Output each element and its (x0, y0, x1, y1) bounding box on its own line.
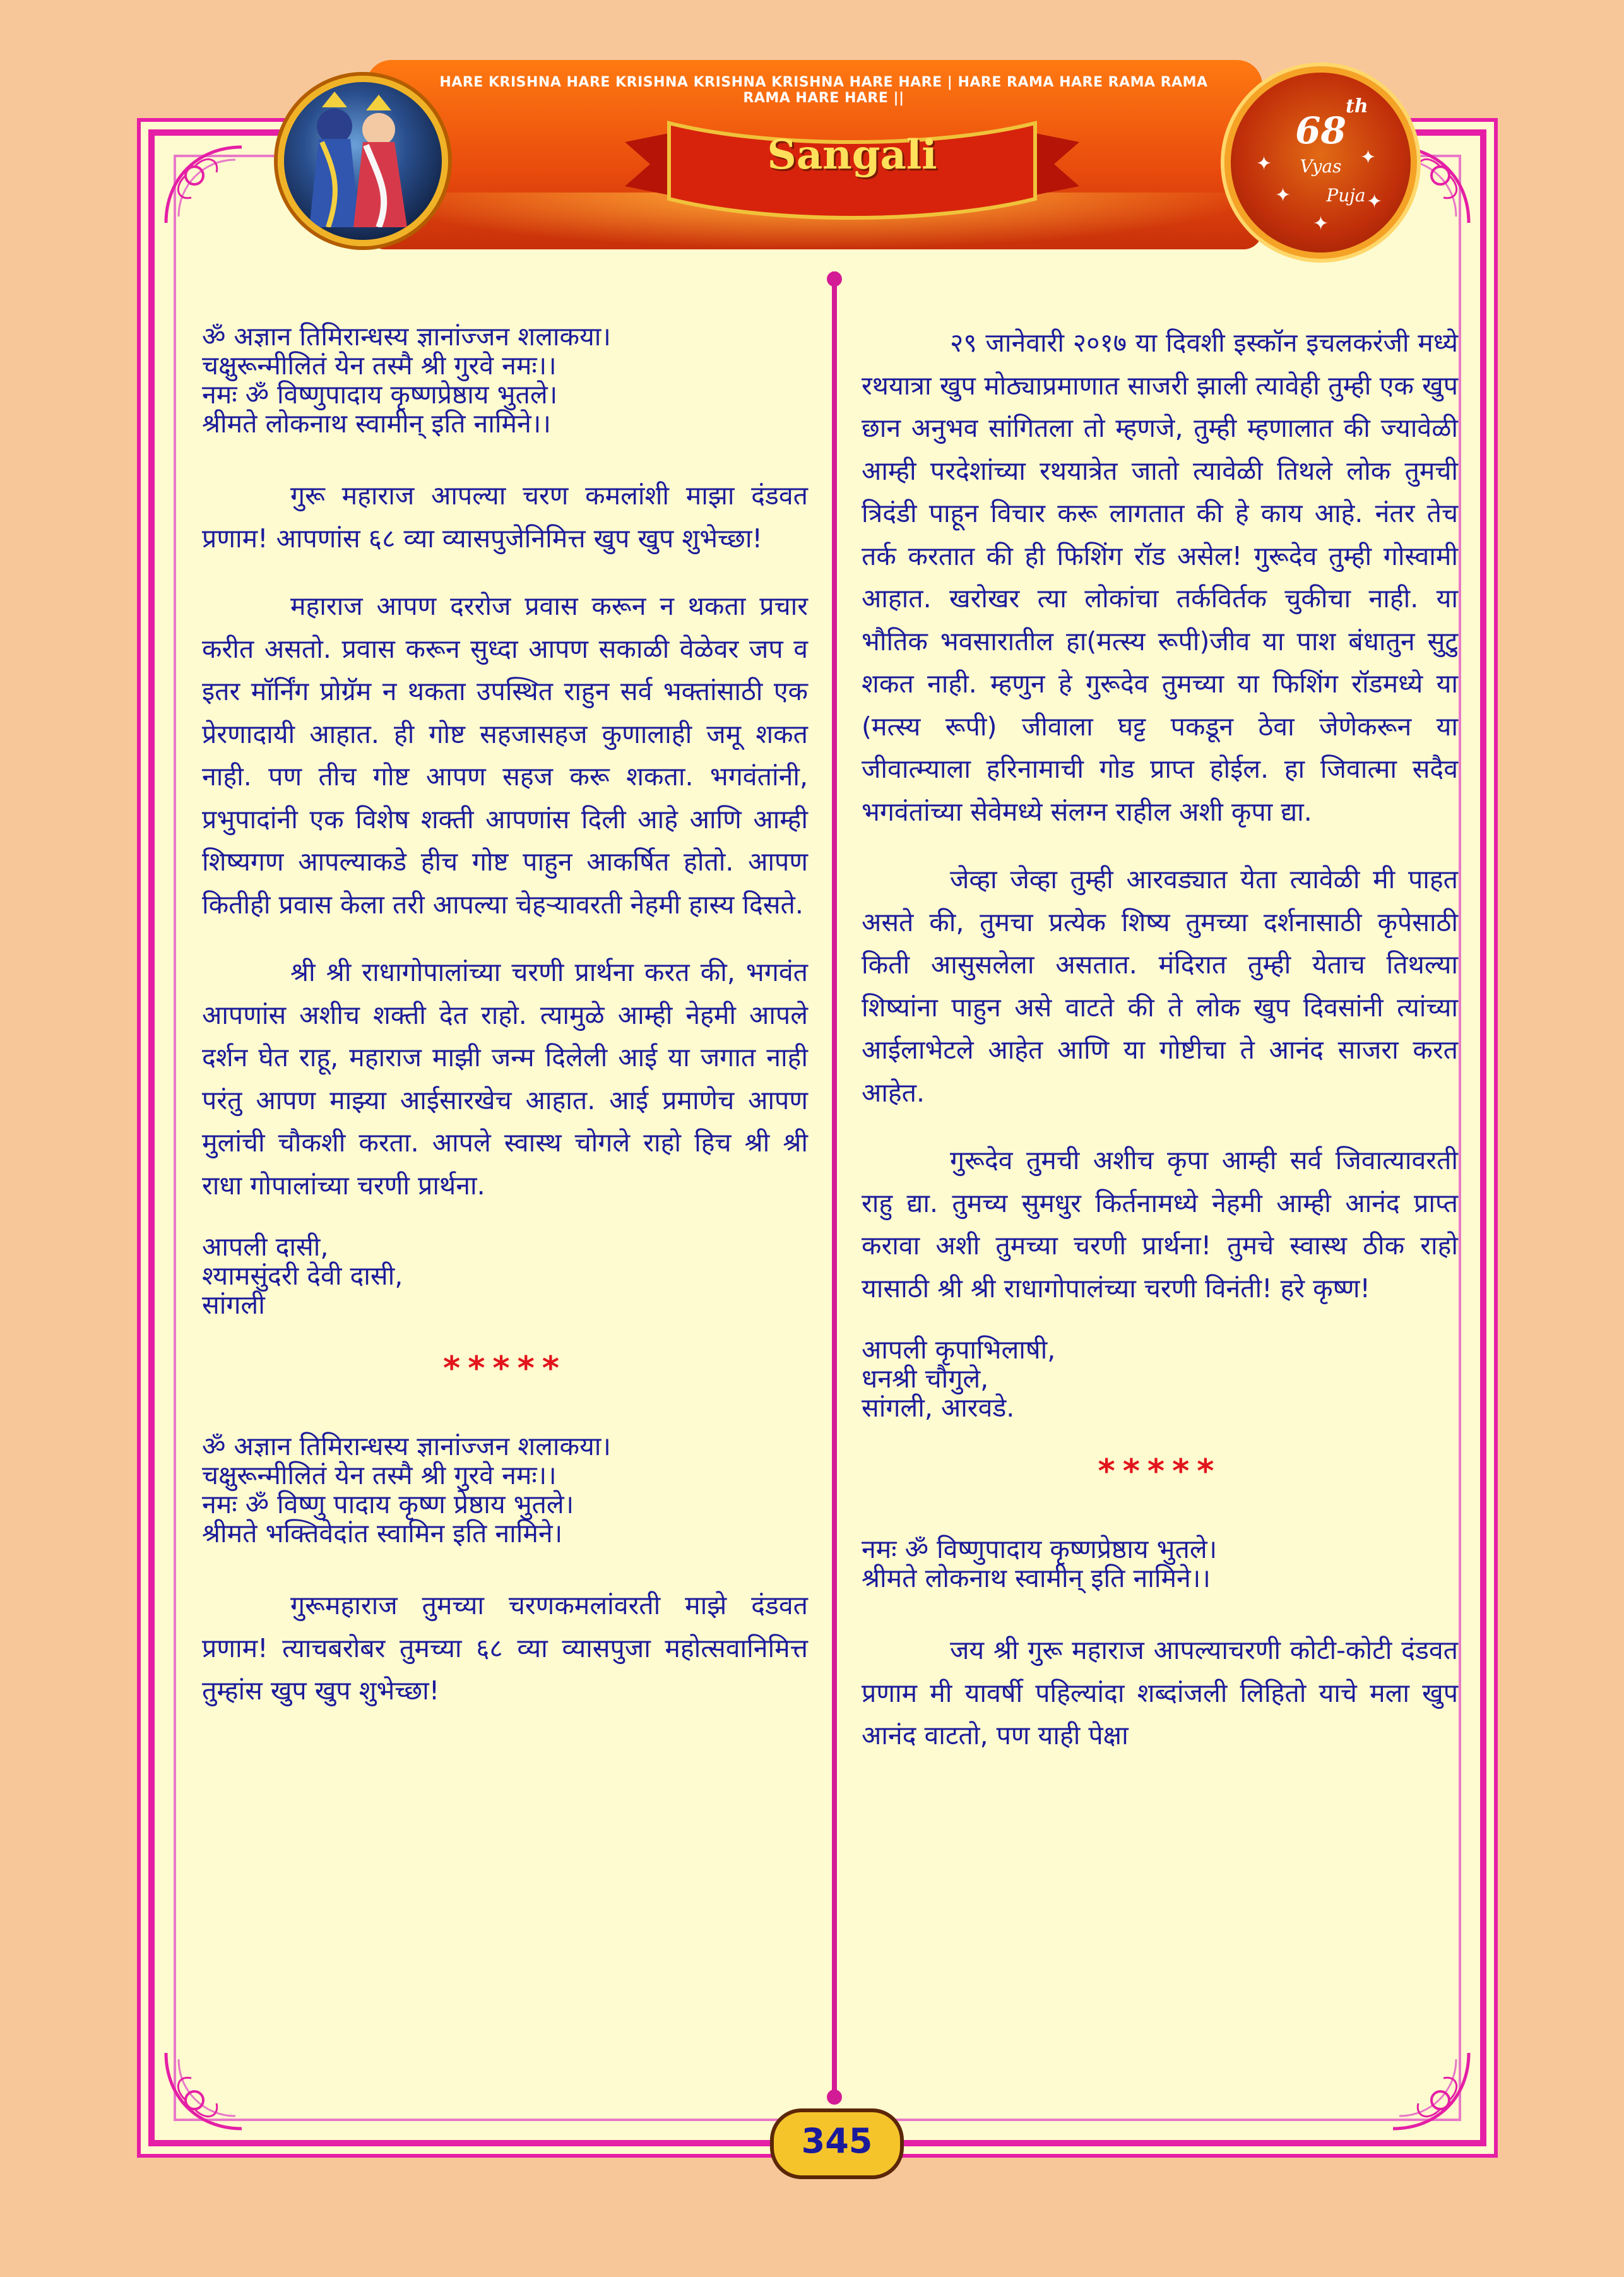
badge-suffix: th (1346, 95, 1368, 117)
star-icon: ✦ (1360, 146, 1377, 169)
paragraph: जेव्हा जेव्हा तुम्ही आरवड्यात येता त्यावेळी मी पाहत असते की, तुमचा प्रत्येक शिष्य तुमच्या दर्शनासाठी कृपेसाठी किती आसुसलेला असतात. मंदिरात तुम्ही येताच तिथल्या शिष्यांना पाहुन असे वाटते की ते लोक खुप दिवसांनी त्यांच्या आईलाभेटले आहेत आणि या गोष्टीचा ते आनंद साजरा करत आहेत. (862, 864, 1458, 1108)
deity-image-icon (284, 82, 429, 227)
sanskrit-verse: ॐ अज्ञान तिमिरान्धस्य ज्ञानांज्जन शलाकया। चक्षुरून्मीलितं येन तस्मै श्री गुरवे नमः।। नमः ॐ विष्णुपादाय कृष्णप्रेष्ठाय भुतले। श्रीमते लोकनाथ स्वामीन् इति नामिने।। (202, 321, 611, 439)
page-number-badge (770, 2108, 904, 2179)
page-title: Sangali (767, 131, 937, 179)
header-mantra: HARE KRISHNA HARE KRISHNA KRISHNA KRISHNA HARE HARE | HARE RAMA HARE RAMA RAMA RAMA HARE HARE || (439, 74, 1208, 106)
section-separator-stars: ***** (1098, 1453, 1222, 1490)
badge-label-puja: Puja (1326, 185, 1366, 206)
star-icon: ✦ (1313, 213, 1329, 235)
star-icon: ✦ (1256, 153, 1272, 175)
page-number: 345 (801, 2121, 873, 2161)
badge-label-vyas: Vyas (1300, 156, 1342, 177)
vyas-puja-badge (1224, 66, 1417, 259)
left-column (202, 322, 808, 1738)
paragraph: गुरू महाराज आपल्या चरण कमलांशी माझा दंडवत प्रणाम! आपणांस ६८ व्या व्यासपुजेनिमित्त खुप खुप शुभेच्छा! (202, 480, 808, 554)
badge-number: 68 (1295, 109, 1346, 152)
signature-block: आपली दासी, श्यामसुंदरी देवी दासी, सांगली (202, 1232, 403, 1320)
paragraph: जय श्री गुरू महाराज आपल्याचरणी कोटी-कोटी दंडवत प्रणाम मी यावर्षी पहिल्यांदा शब्दांजली लिहितो याचे मला खुप आनंद वाटतो, पण याही पेक्षा (862, 1635, 1458, 1751)
paragraph: २९ जानेवारी २०१७ या दिवशी इस्कॉन इचलकरंजी मध्ये रथयात्रा खुप मोठ्याप्रमाणात साजरी झाली त्यावेही तुम्ही एक खुप छान अनुभव सांगितला तो म्हणजे, तुम्ही म्हणालात की ज्यावेळी आम्ही परदेशांच्या रथयात्रेत जातो त्यावेळी तिथले लोक तुमची त्रिदंडी पाहून विचार करू लागतात की हे काय आहे. नंतर तेच तर्क करतात की ही फिशिंग रॉड असेल! गुरूदेव तुम्ही गोस्वामी आहात. खरोखर त्या लोकांचा तर्कविर्तक चुकीचा नाही. या भौतिक भवसारातील हा(मत्स्य रूपी)जीव या पाश बंधातुन सुटु शकत नाही. म्हणुन हे गुरूदेव तुमच्या या फिशिंग रॉडमध्ये या (मत्स्य रूपी) जीवाला घट्ट पकडून ठेवा जेणेकरून या जीवात्म्याला हरिनामाची गोड प्राप्त होईल. हा जिवात्मा सदैव भगवंतांच्या सेवेमध्ये संलग्न राहील अशी कृपा द्या. (862, 328, 1458, 827)
right-column (862, 322, 1458, 1783)
divider-dot-bottom (827, 2090, 842, 2105)
corner-ornament-icon (160, 141, 248, 229)
column-divider (832, 271, 837, 2096)
sanskrit-verse: नमः ॐ विष्णुपादाय कृष्णप्रेष्ठाय भुतले। श्रीमते लोकनाथ स्वामीन् इति नामिने।। (862, 1534, 1218, 1593)
paragraph: महाराज आपण दररोज प्रवास करून न थकता प्रचार करीत असतो. प्रवास करून सुध्दा आपण सकाळी वेळेवर जप व इतर मॉर्निंग प्रोग्रॅम न थकता उपस्थित राहुन सर्व भक्तांसाठी एक प्रेरणादायी आहात. ही गोष्ट सहजासहज कुणालाही जमू शकत नाही. पण तीच गोष्ट आपण सहज करू शकता. भगवंतांनी, प्रभुपादांनी एक विशेष शक्ती आपणांस दिली आहे आणि आम्ही शिष्यगण आपल्याकडे हीच गोष्ट पाहुन आकर्षित होतो. आपण कितीही प्रवास केला तरी आपल्या चेहऱ्यावरती नेहमी हास्य दिसते. (202, 591, 808, 920)
star-icon: ✦ (1366, 191, 1383, 213)
paragraph: श्री श्री राधागोपालांच्या चरणी प्रार्थना करत की, भगवंत आपणांस अशीच शक्ती देत राहो. त्यामुळे आम्ही नेहमी आपले दर्शन घेत राहू, महाराज माझी जन्म दिलेली आई या जगात नाही परंतु आपण माझ्या आईसारखेच आहात. आई प्रमाणेच आपण मुलांची चौकशी करता. आपले स्वास्थ चोगले राहो हिच श्री श्री राधा गोपालांच्या चरणी प्रार्थना. (202, 957, 808, 1201)
corner-ornament-icon (160, 2047, 248, 2135)
paragraph: गुरूदेव तुमची अशीच कृपा आम्ही सर्व जिवात्यावरती राहु द्या. तुमच्य सुमधुर किर्तनामध्ये नेहमी आम्ही आनंद प्राप्त करावा अशी तुमच्या चरणी प्रार्थना! तुमचे स्वास्थ ठीक राहो यासाठी श्री श्री राधागोपालंच्या चरणी विनंती! हरे कृष्ण! (862, 1145, 1458, 1304)
corner-ornament-icon (1387, 2047, 1475, 2135)
paragraph: गुरूमहाराज तुमच्या चरणकमलांवरती माझे दंडवत प्रणाम! त्याचबरोबर तुमच्या ६८ व्या व्यासपुजा महोत्सवानिमित्त तुम्हांस खुप खुप शुभेच्छा! (202, 1590, 808, 1706)
section-separator-stars: ***** (443, 1350, 567, 1388)
sanskrit-verse: ॐ अज्ञान तिमिरान्धस्य ज्ञानांज्जन शलाकया। चक्षुरून्मीलितं येन तस्मै श्री गुरवे नमः।। नमः ॐ विष्णु पादाय कृष्ण प्रेष्ठाय भुतले। श्रीमते भक्तिवेदांत स्वामिन इति नामिने। (202, 1431, 611, 1549)
divider-dot-top (827, 271, 842, 287)
deity-medallion (278, 76, 448, 246)
signature-block: आपली कृपाभिलाषी, धनश्री चौगुले, सांगली, आरवडे. (862, 1335, 1056, 1423)
star-icon: ✦ (1275, 184, 1291, 206)
